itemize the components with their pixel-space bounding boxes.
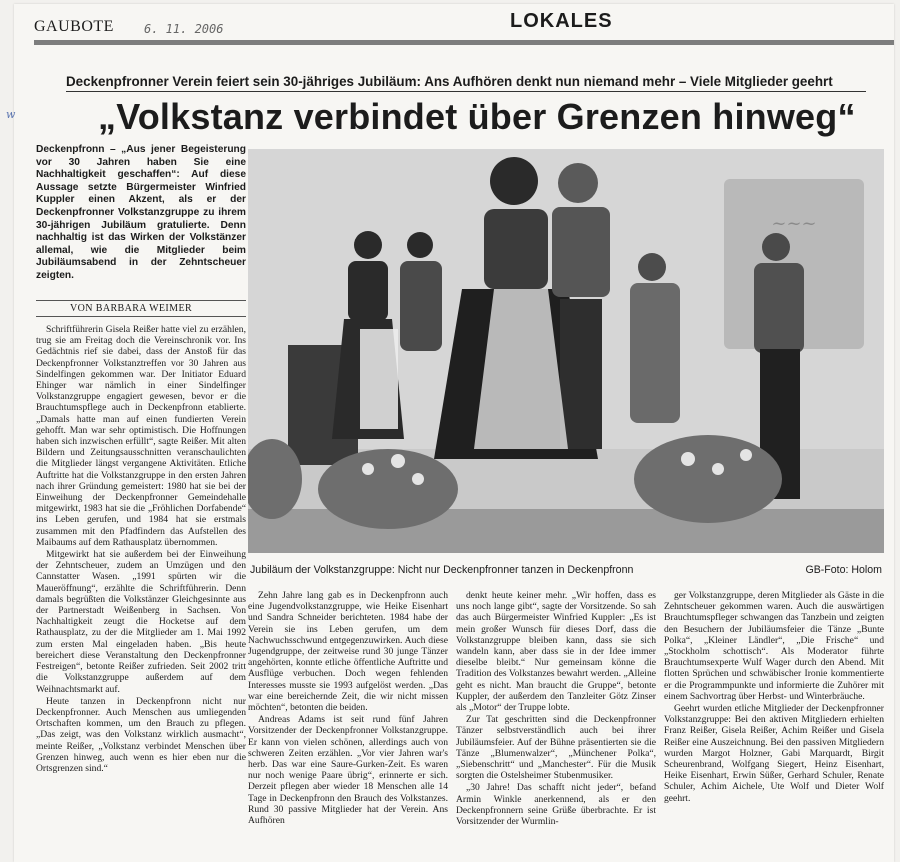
dance-photo bbox=[248, 149, 884, 553]
article-byline: VON BARBARA WEIMER bbox=[36, 300, 246, 317]
paragraph: Geehrt wurden etliche Mitglieder der Deckenpfronner Volkstanzgruppe: Bei den aktiven Mitgliedern erhielten Franz Reißer, Gisela Reißer, Achim Reißer und Gisela Reißer eine Auszeichnung. Bei den passiven Mitgliedern wurden Margot Holzner, Gabi Marquardt, Birgit Scheurenbrand, Wolfgang Siegert, Heinz Eisenhart, Heike Eisenhart, Erwin Süßer, Gerhard Schuler, Renate Schuler, Achim Aichele, Ute Wolf und Dieter Wolf geehrt. bbox=[664, 703, 884, 804]
article-column-3 bbox=[456, 590, 656, 860]
article-column-2 bbox=[248, 590, 448, 860]
newspaper-page bbox=[14, 4, 894, 862]
svg-text:~~~: ~~~ bbox=[771, 213, 817, 234]
article-lead: Deckenpfronn – „Aus jener Begeisterung vor 30 Jahren haben Sie eine Nachhaltigkeit geschaffen“: Auf diese Aussage setzte Bürgermeister Winfried Kuppler einen Akzent, als er der Deckenpfronner Volkstanzgruppe zu ihrem 30-jährigen Jubiläum gratulierte. Denn nachhaltig ist das Wirken der Volkstänzer allemal, wie die Mitglieder beim Jubiläumsabend in der Zehntscheuer zeigten. bbox=[36, 144, 246, 281]
paragraph: ger Volkstanzgruppe, deren Mitglieder als Gäste in die Zehntscheuer gekommen waren. Auch die auswärtigen Brauchtumspfleger schwangen das Tanzbein und zeigten den Besuchern der Jubiläumsfeier die Tänze „Bunte Polka“, „Kleiner Ländler“, „Die Frische“ und „Stockholm schottisch“. Als Moderator führte Brauchtumsexperte Wulf Wager durch den Abend. Mit flotten Sprüchen und schwäbischer Ironie kommentierte er die Programmpunkte und informierte die Zuhörer mit einem Sachvortrag über Herbst- und Winterbräuche. bbox=[664, 590, 884, 702]
paragraph: Zehn Jahre lang gab es in Deckenpfronn auch eine Jugendvolkstanzgruppe, wie Heike Eisenhart und Sandra Schneider berichteten. 1984 habe der Verein sie ins Leben gerufen, um dem Nachwuchsschwund entgegenzuwirken. Auch diese Jugendgruppe, der zeitweise rund 30 junge Tänzer angehörten, konnte etliche öffentliche Auftritte und Ausflüge verbuchen. Doch wegen fehlenden Interesses musste sie 1993 aufgelöst werden. „Das war eine bereichernde Zeit, die wir nicht missen möchten“, betonten die beiden. bbox=[248, 590, 448, 714]
paragraph: Mitgewirkt hat sie außerdem bei der Einweihung der Zehntscheuer, zudem an Umzügen und den Cannstatter Wasen. „1991 spürten wir die Maueröffnung“, erzählte die Schriftführerin. Denn damals begrüßten die Volkstänzer Gleichgesinnte aus der Partnerstadt Weißenberg in Sachsen. Von Nachhaltigkeit zeugt die Hocketse auf dem Rathausplatz, zu der die Mitglieder am 1. Mai 1992 zum ersten Mal eingeladen haben. „Bis heute bereichert diese Veranstaltung den Deckenpfronner Festreigen“, betonte Reißer zufrieden. Seit 2002 tritt die Volkstanzgruppe außerdem auf dem Weihnachtsmarkt auf. bbox=[36, 549, 246, 695]
header-rule bbox=[34, 40, 894, 45]
photo-credit: GB-Foto: Holom bbox=[805, 564, 882, 576]
section-title: LOKALES bbox=[510, 10, 613, 32]
paragraph: „30 Jahre! Das schafft nicht jeder“, befand Armin Winkle anerkennend, als er den Deckenpfronnern seine Grüße überbrachte. Er ist Vorsitzender der Wurmlin- bbox=[456, 782, 656, 828]
paragraph: Heute tanzen in Deckenpfronn nicht nur Deckenpfronner. Auch Menschen aus umliegenden Ortschaften kommen, um den Brauch zu pflegen. „Das zeigt, was den Volkstanz wirklich ausmacht“, meinte Reißer, „Volkstanz verbindet Menschen über Grenzen hinweg, auch wenn es hier eben nur die Ortsgrenzen sind.“ bbox=[36, 695, 246, 774]
newspaper-name: GAUBOTE bbox=[34, 18, 114, 35]
handwritten-date: 6. 11. 2006 bbox=[144, 22, 224, 36]
article-kicker: Deckenpfronner Verein feiert sein 30-jähriges Jubiläum: Ans Aufhören denkt nun niemand mehr – Viele Mitglieder geehrt bbox=[66, 74, 866, 92]
paragraph: Zur Tat geschritten sind die Deckenpfronner Tänzer selbstverständlich auch bei ihrer Jubiläumsfeier. Auf der Bühne präsentierten sie die Tänze „Blumenwalzer“, „Münchener Polka“, „Siebenschritt“ und „Manchester“. Für die Musik sorgten die Ostelsheimer Stubenmusiker. bbox=[456, 714, 656, 782]
photo-caption-row bbox=[250, 564, 882, 576]
margin-pencil-mark: w bbox=[6, 108, 16, 121]
paragraph: denkt heute keiner mehr. „Wir hoffen, dass es uns noch lange gibt“, sagte der Vorsitzende. So sah das auch Bürgermeister Winfried Kuppler: „Es ist mein großer Wunsch für dieses Dorf, dass die Volkstanzgruppe bleiben kann, dass sie sich wandeln kann, aber dass sie in der Idee immer dieselbe bleibt.“ Nur gemeinsam könne die Tradition des Volkstanzes bewahrt werden. „Alleine geht es nicht. Man braucht die Gruppe“, betonte Kuppler, der außerdem den Tanzleiter Götz Zinser als „Motor“ der Truppe lobte. bbox=[456, 590, 656, 714]
paragraph: Andreas Adams ist seit rund fünf Jahren Vorsitzender der Deckenpfronner Volkstanzgruppe. Er kann von vielen schönen, allerdings auch von schweren Zeiten erzählen. „Vor vier Jahren war's herb. Das war eine Saure-Gurken-Zeit. Es waren nur noch wenige Paare übrig“, erinnerte er sich. Derzeit pflegen aber wieder 18 Menschen alle 14 Tage in Deckenpfronn den Brauch des Volkstanzes. Rund 30 passive Mitglieder hat der Verein. Ans Aufhören bbox=[248, 714, 448, 827]
article-headline: „Volkstanz verbindet über Grenzen hinweg“ bbox=[98, 96, 856, 137]
photo-caption: Jubiläum der Volkstanzgruppe: Nicht nur Deckenpfronner tanzen in Deckenpfronn bbox=[250, 564, 634, 576]
dancers-illustration bbox=[248, 149, 884, 553]
paragraph: Schriftführerin Gisela Reißer hatte viel zu erzählen, trug sie am Freitag doch die Vereinschronik vor. Ins Gedächtnis rief sie dabei, dass der Anstoß für das Deckenpfronner Volkstanztreffen vor 30 Jahren aus Sindelfingen gekommen war. Der Initiator Eduard Ehinger war nämlich in einer Sindelfinger Volkstanzgruppe engagiert gewesen, bevor er die Brauchtumspflege auch in Deckenpfronn etablierte. „Damals hatte man auf einen fundierten Verein gehofft. Man war sehr optimistisch. Die Hoffnungen haben sich inzwischen erfüllt“, sagte Reißer. Mit alten Bildern und Zeitungsausschnitten veranschaulichten die Mitglieder längst vergangene Aktivitäten. Etliche Auftritte hat die Volkstanzgruppe in den ersten Jahren nach ihrer Gründung gemeistert: 1980 hat sie bei der Einweihung der Deckenpfronner Gemeindehalle mitgewirkt, 1983 hat sie die „Fröhlichen Dorfabende“ ins Leben gerufen, und 1984 hat sie erstmals zusammen mit den Pfadfindern das Aufstellen des Maibaums auf dem Rathausplatz übernommen. bbox=[36, 324, 246, 548]
article-column-1 bbox=[36, 324, 246, 858]
article-column-4 bbox=[664, 590, 884, 860]
